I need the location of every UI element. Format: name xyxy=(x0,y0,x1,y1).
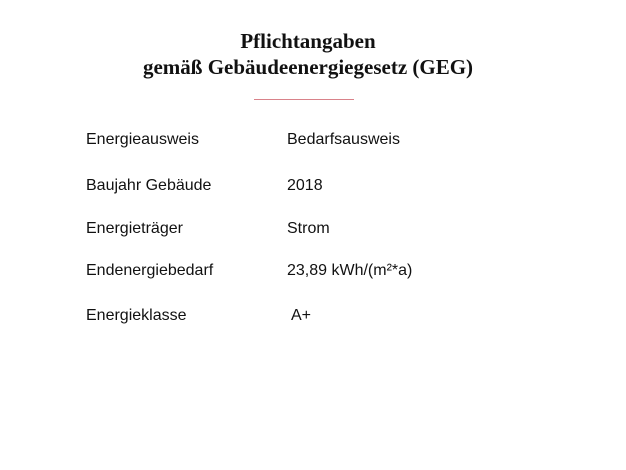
info-label: Baujahr Gebäude xyxy=(86,177,212,194)
info-row-endenergiebedarf xyxy=(0,260,626,282)
info-label: Energieträger xyxy=(86,220,183,237)
info-label: Energieklasse xyxy=(86,307,187,324)
page-title-line-1: Pflichtangaben xyxy=(240,29,376,53)
info-value: A+ xyxy=(291,307,312,324)
info-value: 2018 xyxy=(287,177,323,194)
info-value: Bedarfsausweis xyxy=(287,131,400,148)
info-row-energieklasse xyxy=(0,305,626,327)
title-divider xyxy=(254,99,354,100)
info-value: Strom xyxy=(287,220,330,237)
info-value: 23,89 kWh/(m²*a) xyxy=(287,262,413,279)
info-row-energietraeger xyxy=(0,218,626,240)
info-row-baujahr xyxy=(0,175,626,197)
info-row-energieausweis xyxy=(0,129,626,151)
page-title-line-2: gemäß Gebäudeenergiegesetz (GEG) xyxy=(142,55,474,79)
info-label: Endenergiebedarf xyxy=(86,262,214,279)
info-label: Energieausweis xyxy=(86,131,199,148)
page-title xyxy=(0,28,616,80)
